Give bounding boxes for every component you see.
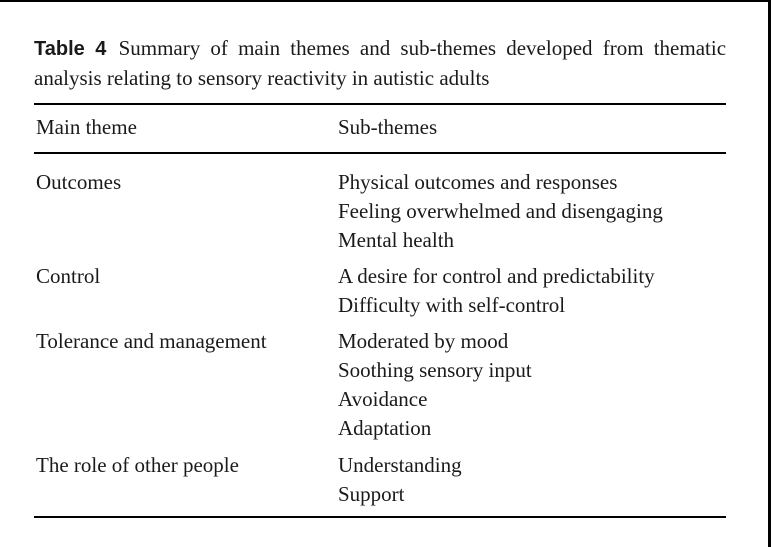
sub-themes-cell — [338, 327, 532, 443]
main-theme-cell: Outcomes — [36, 170, 122, 194]
sub-theme-item: Physical outcomes and responses — [338, 170, 618, 194]
sub-theme-item: Avoidance — [338, 387, 428, 411]
sub-themes-cell — [338, 168, 663, 255]
main-theme-cell: Tolerance and management — [36, 329, 267, 353]
main-theme-cell: The role of other people — [36, 453, 239, 477]
sub-theme-item: Soothing sensory input — [338, 358, 532, 382]
table-caption-text: Summary of main themes and sub-themes developed from thematic analysis relating to sensory reactivity in autistic adults — [34, 36, 727, 90]
main-theme-cell: Control — [36, 264, 101, 288]
sub-theme-item: Mental health — [338, 228, 455, 252]
table-caption — [34, 34, 726, 93]
sub-theme-item: Adaptation — [338, 416, 432, 440]
table-top-rule — [34, 103, 726, 105]
column-header-sub-themes: Sub-themes — [338, 115, 438, 139]
table-header-rule — [34, 152, 726, 154]
sub-theme-item: Difficulty with self-control — [338, 293, 566, 317]
table-bottom-rule — [34, 516, 726, 518]
table-label: Table 4 — [34, 38, 107, 60]
sub-theme-item: Feeling overwhelmed and disengaging — [338, 199, 663, 223]
column-header-main-theme: Main theme — [36, 115, 137, 139]
sub-theme-item: Support — [338, 482, 405, 506]
sub-theme-item: A desire for control and predictability — [338, 264, 655, 288]
sub-themes-cell — [338, 262, 655, 320]
sub-theme-item: Moderated by mood — [338, 329, 509, 353]
sub-themes-cell — [338, 451, 462, 509]
sub-theme-item: Understanding — [338, 453, 462, 477]
